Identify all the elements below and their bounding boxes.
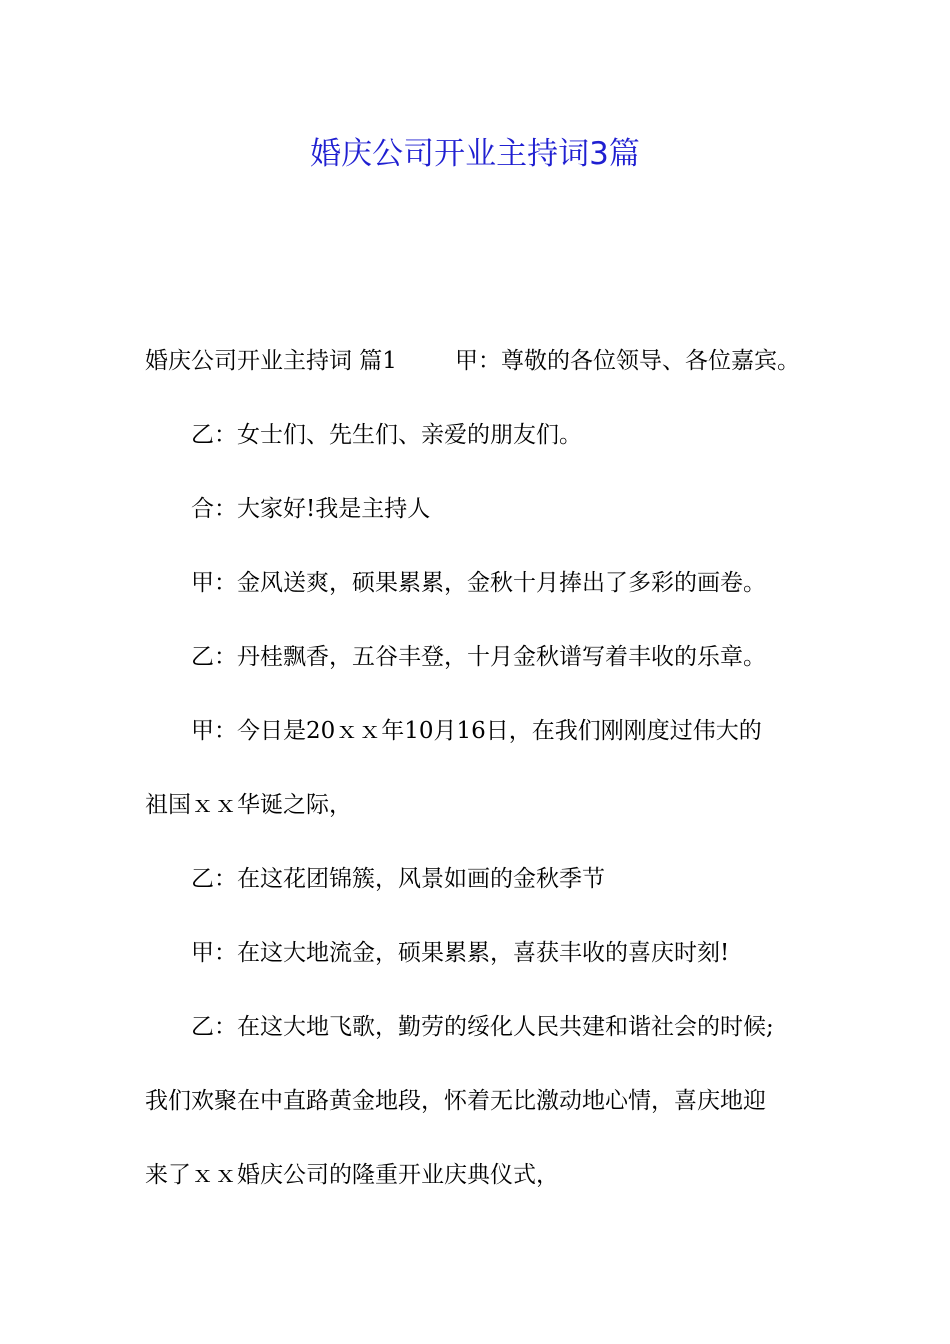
dialogue-line: 合：大家好!我是主持人 [191, 496, 431, 522]
dialogue-line-continued: 来了ｘｘ婚庆公司的隆重开业庆典仪式， [145, 1162, 559, 1188]
dialogue-line: 乙：在这大地飞歌，勤劳的绥化人民共建和谐社会的时候; [191, 1014, 774, 1040]
dialogue-line: 甲：金风送爽，硕果累累，金秋十月捧出了多彩的画卷。 [191, 570, 766, 596]
dialogue-line: 乙：女士们、先生们、亲爱的朋友们。 [191, 422, 582, 448]
dialogue-line-continued: 我们欢聚在中直路黄金地段，怀着无比激动地心情，喜庆地迎 [145, 1088, 766, 1114]
dialogue-line: 乙：在这花团锦簇，风景如画的金秋季节 [191, 866, 605, 892]
document-title: 婚庆公司开业主持词3篇 [310, 136, 640, 172]
dialogue-line-continued: 祖国ｘｘ华诞之际， [145, 792, 352, 818]
paragraph-heading-line [145, 346, 815, 376]
dialogue-line: 甲：今日是20ｘｘ年10月16日，在我们刚刚度过伟大的 [191, 718, 762, 744]
section-label: 婚庆公司开业主持词 篇1 [145, 348, 397, 374]
dialogue-line: 乙：丹桂飘香，五谷丰登，十月金秋谱写着丰收的乐章。 [191, 644, 766, 670]
dialogue-line: 甲：在这大地流金，硕果累累，喜获丰收的喜庆时刻! [191, 940, 730, 966]
dialogue-line: 甲：尊敬的各位领导、各位嘉宾。 [454, 348, 800, 374]
